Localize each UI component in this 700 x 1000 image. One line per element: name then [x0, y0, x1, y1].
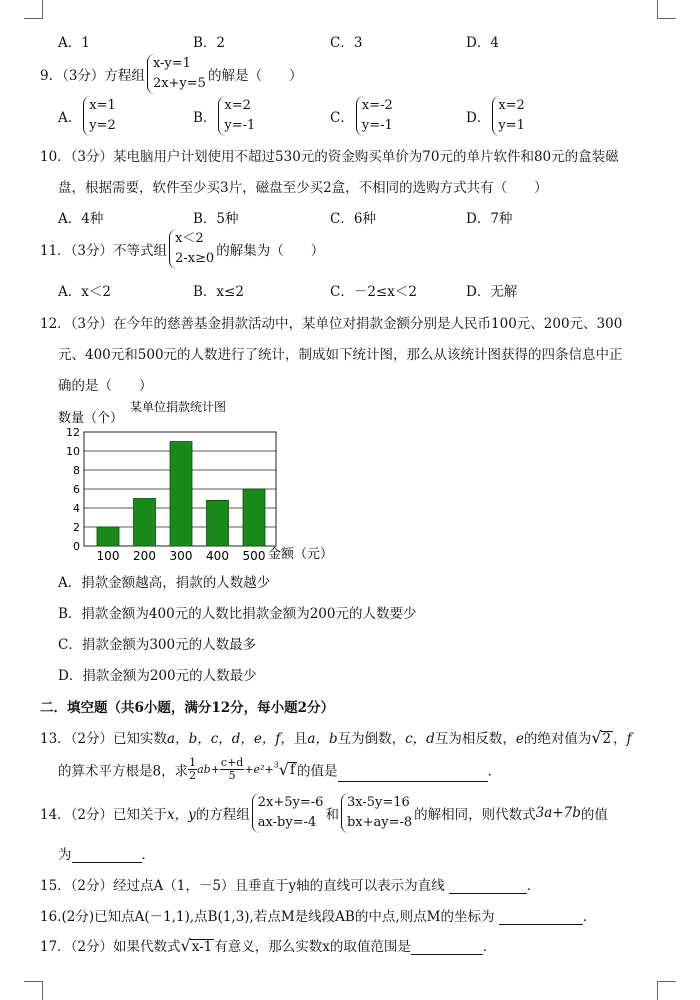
- question-16: [40, 905, 596, 925]
- q14-text: 的方程组: [195, 807, 250, 823]
- q13-sqrt2: 2: [602, 731, 612, 747]
- q8-option-c: C．3: [330, 35, 363, 51]
- q14-text: 的值: [580, 807, 608, 823]
- chart-x-tick-label: 100: [96, 549, 120, 563]
- q11-option-b: B．x≤2: [193, 284, 244, 300]
- q8-option-d: D．4: [466, 35, 499, 51]
- q14-system-1: [252, 793, 324, 833]
- question-10-line1: 10．（3分）某电脑用户计划使用不超过530元的资金购买单价为70元的单片软件和80元的盒装磁: [40, 149, 619, 165]
- q13-text: 的算术平方根是8，求: [58, 763, 189, 780]
- q14-s1-eq1: 2x+5y=-6: [257, 795, 324, 810]
- chart-y-tick-label: 12: [66, 426, 80, 439]
- question-9: [40, 54, 302, 94]
- frac-den: 2: [189, 769, 197, 782]
- chart-x-tick-label: 300: [169, 549, 193, 563]
- q9-option-c: [330, 96, 395, 136]
- option-line: x=2: [498, 98, 525, 113]
- q13-ab: a，b: [307, 731, 338, 747]
- q13-frac-half: [188, 757, 197, 782]
- frac-den: 5: [228, 769, 236, 782]
- section-2-heading: 二．填空题（共6小题，满分12分，每小题2分）: [40, 700, 335, 716]
- donation-bar-chart: [50, 398, 350, 563]
- q13-cbrt-f: f: [290, 762, 295, 778]
- q9-option-a: [58, 96, 118, 136]
- corner-mark-top-left: [24, 0, 43, 19]
- q9-stem: 9．（3分）方程组: [40, 68, 145, 84]
- frac-num: c+d: [220, 756, 244, 769]
- q14-text: 14．（2分）已知关于: [40, 807, 168, 823]
- q15-answer-blank[interactable]: [449, 879, 527, 894]
- q17-radicand: x-1: [191, 939, 213, 955]
- chart-bar-400: [207, 500, 229, 546]
- q13-text: ，: [613, 731, 627, 747]
- q13-text: 互为倒数，: [337, 731, 406, 747]
- q11-inequality-system: [169, 229, 214, 269]
- q11-stem: 11．（3分）不等式组: [40, 243, 168, 259]
- option-label: D．: [466, 110, 491, 126]
- q14-xy: x，y: [167, 807, 196, 823]
- q14-text: 为: [58, 847, 72, 863]
- option-label: C．: [330, 110, 354, 126]
- q17-answer-blank[interactable]: [411, 940, 483, 955]
- chart-x-tick-label: 400: [206, 549, 229, 563]
- chart-bar-500: [243, 489, 265, 546]
- q14-system-2: [341, 793, 412, 833]
- q14-answer-blank[interactable]: [72, 848, 142, 863]
- option-label: B．: [193, 110, 217, 126]
- sqrt-sign: √: [591, 728, 602, 747]
- frac-num: 1: [189, 756, 197, 769]
- q13-text: 互为相反数，: [434, 731, 516, 747]
- q13-text: ，且: [280, 731, 308, 747]
- chart-x-axis-label: 金额（元）: [268, 547, 334, 562]
- q13-end: ．: [487, 763, 501, 780]
- chart-y-tick-label: 8: [73, 464, 80, 477]
- q10-option-a: A．4种: [58, 211, 104, 227]
- q9-eq2: 2x+y=5: [152, 76, 206, 91]
- option-line: x=1: [89, 98, 116, 113]
- cbrt-sign: √: [278, 760, 289, 779]
- question-10-line2: 盘，根据需要，软件至少买3片，磁盘至少买2盒，不相同的选购方式共有（ ）: [58, 180, 548, 196]
- corner-mark-bottom-left: [24, 981, 43, 1000]
- q13-e2: +e²+: [244, 763, 274, 776]
- q9-equation-system: [147, 54, 206, 94]
- q17-text: 17．（2分）如果代数式: [40, 939, 181, 955]
- q13-f: f: [626, 731, 632, 747]
- q17-text: 有意义，那么实数x的取值范围是: [214, 939, 411, 955]
- q13-vars: a，b，c，d，e，f: [167, 731, 281, 747]
- q16-end: ．: [582, 909, 597, 925]
- chart-y-tick-label: 6: [73, 483, 80, 496]
- q15-end: ．: [526, 878, 541, 894]
- question-12-line2: 元、400元和500元的人数进行了统计，制成如下统计图，那么从该统计图获得的四条信息中正: [58, 347, 623, 363]
- q11-option-d: D．无解: [466, 284, 518, 300]
- question-14-line1: [40, 793, 608, 833]
- q10-option-c: C．6种: [330, 211, 376, 227]
- q13-text: 的绝对值为: [523, 731, 592, 747]
- option-line: y=-1: [361, 118, 393, 133]
- q9-tail: 的解是（ ）: [207, 68, 303, 84]
- q10-option-d: D．7种: [466, 211, 513, 227]
- q13-answer-blank[interactable]: [338, 767, 488, 782]
- q13-ab2: ab+: [197, 763, 220, 776]
- q14-expr: 3a+7b: [535, 805, 581, 821]
- option-line: y=-1: [224, 118, 256, 133]
- chart-bar-100: [97, 527, 119, 546]
- q13-text: 的值是: [297, 763, 338, 780]
- q14-text: 的解相同，则代数式: [414, 807, 536, 823]
- corner-mark-top-right: [657, 0, 676, 19]
- q14-text: 和: [325, 807, 339, 823]
- chart-y-tick-label: 0: [73, 540, 80, 553]
- q14-end: ．: [141, 847, 155, 863]
- chart-title: 某单位捐款统计图: [130, 400, 227, 414]
- q8-option-a: A．1: [58, 35, 90, 51]
- option-label: A．: [58, 110, 82, 126]
- q10-option-b: B．5种: [193, 211, 239, 227]
- q15-text: 15．（2分）经过点A（1，－5）且垂直于y轴的直线可以表示为直线: [40, 878, 445, 894]
- option-line: y=1: [498, 118, 525, 133]
- chart-bar-200: [134, 499, 156, 547]
- q9-eq1: x-y=1: [152, 56, 191, 71]
- q14-s2-eq1: 3x-5y=16: [346, 795, 410, 810]
- q9-option-d: [466, 96, 527, 136]
- q12-option-d: D．捐款金额为200元的人数最少: [58, 668, 257, 684]
- option-line: x=-2: [361, 98, 393, 113]
- q8-option-b: B．2: [193, 35, 226, 51]
- q13-cd: c，d: [405, 731, 435, 747]
- option-line: x=2: [224, 98, 251, 113]
- question-15: [40, 874, 540, 894]
- question-11: [40, 229, 324, 269]
- chart-y-axis-label: 数量（个）: [58, 411, 124, 426]
- chart-x-tick-label: 500: [242, 549, 266, 563]
- question-12-line1: 12．（3分）在今年的慈善基金捐款活动中，某单位对捐款金额分别是人民币100元、200元、300: [40, 316, 623, 332]
- chart-y-tick-label: 4: [73, 502, 80, 515]
- q13-e: e: [515, 731, 524, 747]
- question-14-line2: [58, 843, 155, 863]
- chart-x-tick-label: 200: [133, 549, 156, 563]
- q11-option-c: C．－2≤x＜2: [330, 284, 417, 300]
- sqrt-sign: √: [180, 936, 191, 955]
- q13-frac-cd: [220, 757, 244, 782]
- q17-end: ．: [482, 939, 497, 955]
- q14-s1-eq2: ax-by=-4: [257, 815, 317, 830]
- option-line: y=2: [89, 118, 116, 133]
- q11-tail: 的解集为（ ）: [216, 243, 325, 259]
- question-13-line1: [40, 727, 632, 747]
- corner-mark-bottom-right: [657, 981, 676, 1000]
- q9-option-b: [193, 96, 257, 136]
- q13-text: 13．（2分）已知实数: [40, 731, 168, 747]
- q16-text: 16.(2分)已知点A(－1,1),点B(1,3),若点M是线段AB的中点,则点M的坐标为: [40, 909, 495, 925]
- q11-option-a: A．x＜2: [58, 284, 111, 300]
- q16-answer-blank[interactable]: [499, 910, 583, 925]
- chart-y-tick-label: 2: [73, 521, 80, 534]
- q11-ineq2: 2-x≥0: [175, 251, 215, 266]
- question-13-line2: [58, 757, 501, 782]
- q12-option-a: A．捐款金额越高，捐款的人数越少: [58, 575, 271, 591]
- q12-option-c: C．捐款金额为300元的人数最多: [58, 637, 257, 653]
- chart-bar-300: [170, 442, 192, 547]
- q13-cube-index: 3: [273, 760, 279, 770]
- q12-option-b: B．捐款金额为400元的人数比捐款金额为200元的人数要少: [58, 606, 417, 622]
- q11-ineq1: x＜2: [175, 231, 204, 246]
- question-12-line3: 确的是（ ）: [58, 378, 153, 394]
- question-17: [40, 935, 496, 955]
- chart-y-tick-label: 10: [66, 445, 80, 458]
- q14-s2-eq2: bx+ay=-8: [346, 815, 413, 830]
